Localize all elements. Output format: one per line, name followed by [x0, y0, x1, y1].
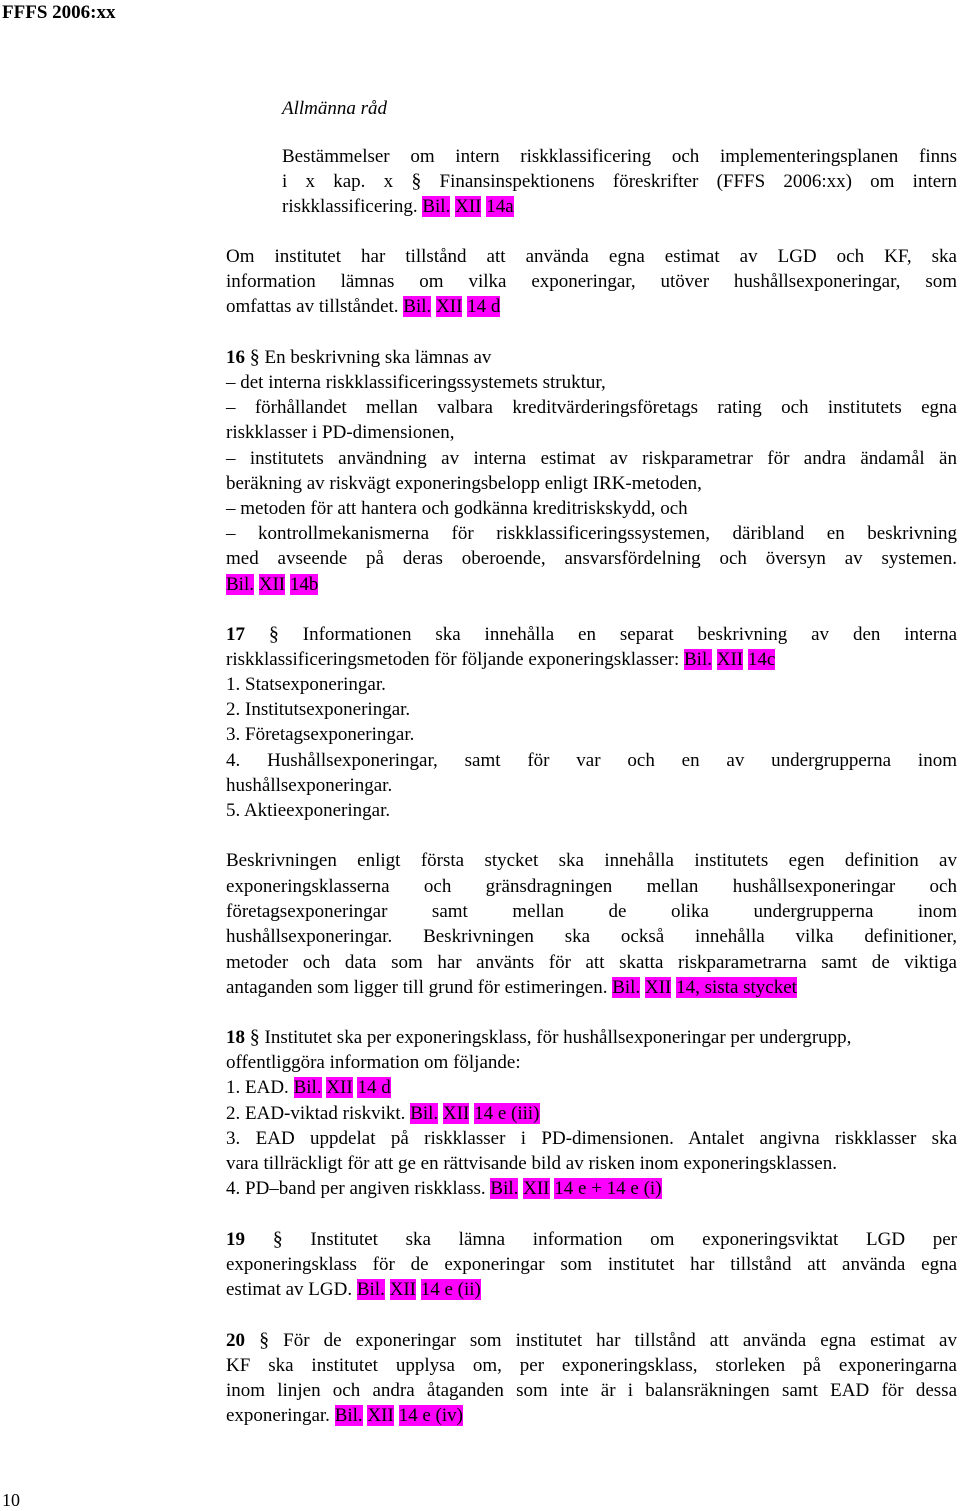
reference-highlight: Bil. [293, 1077, 322, 1098]
reference-highlight: Bil. [612, 977, 641, 998]
text-line [226, 1126, 957, 1151]
text-line [226, 269, 957, 294]
text-line [226, 647, 957, 672]
text-line [226, 471, 957, 496]
text-line [226, 1252, 957, 1277]
reference-highlight: 14 d [357, 1077, 391, 1098]
text-line [226, 1176, 957, 1201]
text-segment: Om institutet har tillstånd att använda egna estimat av LGD och KF, ska [226, 246, 957, 267]
text-line [226, 848, 957, 873]
text-line [226, 496, 957, 521]
text-segment: estimat av LGD. [226, 1279, 357, 1300]
text-segment: Allmänna råd [282, 98, 388, 119]
text-line [226, 950, 957, 975]
reference-highlight: 14 e (ii) [420, 1279, 481, 1300]
text-segment: metoder och data som har använts för att skatta riskparametrarna samt de viktiga [226, 952, 957, 973]
text-line [226, 1353, 957, 1378]
text-segment: Informationen ska innehålla en separat beskrivning av den interna [278, 624, 958, 645]
text-line [226, 1378, 957, 1403]
text-line [226, 420, 957, 445]
text-line [226, 370, 957, 395]
text-line [226, 1328, 957, 1353]
reference-highlight: XII [716, 649, 744, 670]
reference-highlight: XII [523, 1178, 550, 1199]
text-segment: riskklassificeringsmetoden för följande exponeringsklasser: [226, 649, 684, 670]
text-segment: inom linjen och andra åtaganden som inte är i balansräkningen samt EAD för dessa [226, 1380, 957, 1401]
section-number: 17 [226, 624, 245, 645]
section-sign: § [259, 1329, 270, 1351]
text-segment: Institutet ska per exponeringsklass, för hushållsexponeringar per undergrupp, [259, 1027, 852, 1048]
text-segment: exponeringsklasserna och gränsdragningen mellan hushållsexponeringar och [226, 876, 957, 897]
text-line [226, 395, 957, 420]
text-line [226, 1025, 957, 1050]
text-segment: omfattas av tillståndet. [226, 296, 404, 317]
document-header-title: FFFS 2006:xx [2, 2, 116, 23]
reference-highlight: XII [367, 1405, 394, 1426]
text-segment: hushållsexponeringar. [226, 775, 393, 796]
reference-highlight: Bil. [226, 574, 254, 595]
text-line [226, 1227, 957, 1252]
section-sign: § [272, 1228, 283, 1250]
reference-highlight: XII [455, 196, 482, 217]
text-line [226, 521, 957, 546]
page-number: 10 [2, 1490, 20, 1510]
text-line [226, 546, 957, 571]
text-segment: Institutet ska lämna information om exponeringsviktat LGD per [282, 1229, 957, 1250]
text-segment [385, 1279, 390, 1300]
reference-highlight: XII [442, 1103, 470, 1124]
text-segment: – kontrollmekanismerna för riskklassificeringssystemen, däribland en beskrivning [226, 523, 957, 544]
text-segment [245, 1229, 273, 1250]
text-segment: – institutets användning av interna estimat av riskparametrar för andra ändamål än [226, 448, 957, 469]
text-segment: vara tillräckligt för att ge en rättvisande bild av risken inom exponeringsklassen. [226, 1153, 837, 1174]
text-line [226, 899, 957, 924]
text-line [226, 975, 957, 1000]
text-segment: KF ska institutet upplysa om, per exponeringsklass, storleken på exponeringarna [226, 1355, 957, 1376]
text-line [226, 446, 957, 471]
section-number: 20 [226, 1330, 245, 1351]
text-line [226, 697, 957, 722]
text-segment: exponeringar. [226, 1405, 335, 1426]
text-segment: beräkning av riskvägt exponeringsbelopp enligt IRK-metoden, [226, 473, 702, 494]
text-segment: 2. EAD-viktad riskvikt. [226, 1103, 411, 1124]
text-segment: Finansinspektionens föreskrifter (FFFS 2006:xx) om intern [421, 171, 957, 192]
reference-highlight: Bil. [490, 1178, 519, 1199]
text-segment: – metoden för att hantera och godkänna kreditriskskydd, och [226, 498, 688, 519]
text-line [226, 1075, 957, 1100]
reference-highlight: 14a [486, 196, 514, 217]
reference-highlight: XII [436, 296, 463, 317]
text-segment: 5. Aktieexponeringar. [226, 800, 391, 821]
text-segment: 3. Företagsexponeringar. [226, 724, 415, 745]
section-number: 19 [226, 1229, 245, 1250]
text-line [226, 1151, 957, 1176]
text-line [226, 1050, 957, 1075]
text-segment: – det interna riskklassificeringssystemets struktur, [226, 372, 606, 393]
text-segment: antaganden som ligger till grund för estimeringen. [226, 977, 613, 998]
reference-highlight: 14 d [467, 296, 501, 317]
text-line [226, 722, 957, 747]
text-segment: – förhållandet mellan valbara kreditvärderingsföretags rating och institutets egna [226, 397, 957, 418]
reference-highlight: 14 e (iv) [398, 1405, 463, 1426]
section-sign: § [249, 1026, 260, 1048]
text-line [282, 144, 957, 169]
text-line [226, 798, 957, 823]
reference-highlight: Bil. [410, 1103, 439, 1124]
text-line [226, 572, 957, 597]
reference-highlight: 14c [747, 649, 776, 670]
reference-highlight: 14, sista stycket [676, 977, 797, 998]
text-segment: Bestämmelser om intern riskklassificering och implementeringsplanen finns [282, 146, 957, 167]
text-segment: 1. Statsexponeringar. [226, 674, 386, 695]
text-segment: 1. EAD. [226, 1077, 294, 1098]
text-line [282, 169, 957, 194]
text-line [282, 96, 957, 121]
reference-highlight: Bil. [334, 1405, 363, 1426]
reference-highlight: Bil. [422, 196, 451, 217]
text-line [226, 672, 957, 697]
text-line [226, 874, 957, 899]
text-line [226, 1277, 957, 1302]
text-segment: företagsexponeringar samt mellan de olika undergrupperna inom [226, 901, 957, 922]
text-segment: riskklasser i PD-dimensionen, [226, 422, 455, 443]
text-segment: Beskrivningen enligt första stycket ska innehålla institutets egen definition av [226, 850, 957, 871]
text-segment: En beskrivning ska lämnas av [259, 347, 492, 368]
text-line [282, 194, 957, 219]
text-line [226, 924, 957, 949]
text-line [226, 294, 957, 319]
reference-highlight: XII [389, 1279, 416, 1300]
text-segment: 2. Institutsexponeringar. [226, 699, 411, 720]
reference-highlight: 14 e + 14 e (i) [554, 1178, 662, 1199]
text-segment: exponeringsklass för de exponeringar som institutet har tillstånd att använda egna [226, 1254, 957, 1275]
text-segment: offentliggöra information om följande: [226, 1052, 521, 1073]
reference-highlight: 14b [289, 574, 319, 595]
text-segment: För de exponeringar som institutet har tillstånd att använda egna estimat av [269, 1330, 957, 1351]
section-sign: § [249, 346, 260, 368]
section-sign: § [411, 170, 422, 192]
reference-highlight: Bil. [356, 1279, 385, 1300]
text-line [226, 345, 957, 370]
text-segment [394, 1405, 399, 1426]
text-line [226, 244, 957, 269]
section-number: 18 [226, 1027, 245, 1048]
text-line [226, 748, 957, 773]
text-segment: hushållsexponeringar. Beskrivningen ska också innehålla vilka definitioner, [226, 926, 957, 947]
reference-highlight: XII [258, 574, 286, 595]
text-segment [245, 1330, 259, 1351]
reference-highlight: Bil. [403, 296, 432, 317]
text-segment: 3. EAD uppdelat på riskklasser i PD-dimensionen. Antalet angivna riskklasser ska [226, 1128, 957, 1149]
text-segment: i x kap. x [282, 171, 412, 192]
reference-highlight: 14 e (iii) [474, 1103, 540, 1124]
reference-highlight: Bil. [684, 649, 712, 670]
text-segment: 4. PD–band per angiven riskklass. [226, 1178, 491, 1199]
section-sign: § [268, 623, 279, 645]
reference-highlight: XII [644, 977, 672, 998]
text-line [226, 622, 957, 647]
text-segment: med avseende på deras oberoende, ansvarsfördelning och översyn av systemen. [226, 548, 957, 569]
reference-highlight: XII [326, 1077, 353, 1098]
text-segment [245, 624, 269, 645]
text-line [226, 773, 957, 798]
text-line [226, 1101, 957, 1126]
text-segment: information lämnas om vilka exponeringar, utöver hushållsexponeringar, som [226, 271, 957, 292]
section-number: 16 [226, 347, 245, 368]
text-line [226, 1403, 957, 1428]
text-segment: riskklassificering. [282, 196, 423, 217]
text-segment: 4. Hushållsexponeringar, samt för var och en av undergrupperna inom [226, 750, 957, 771]
